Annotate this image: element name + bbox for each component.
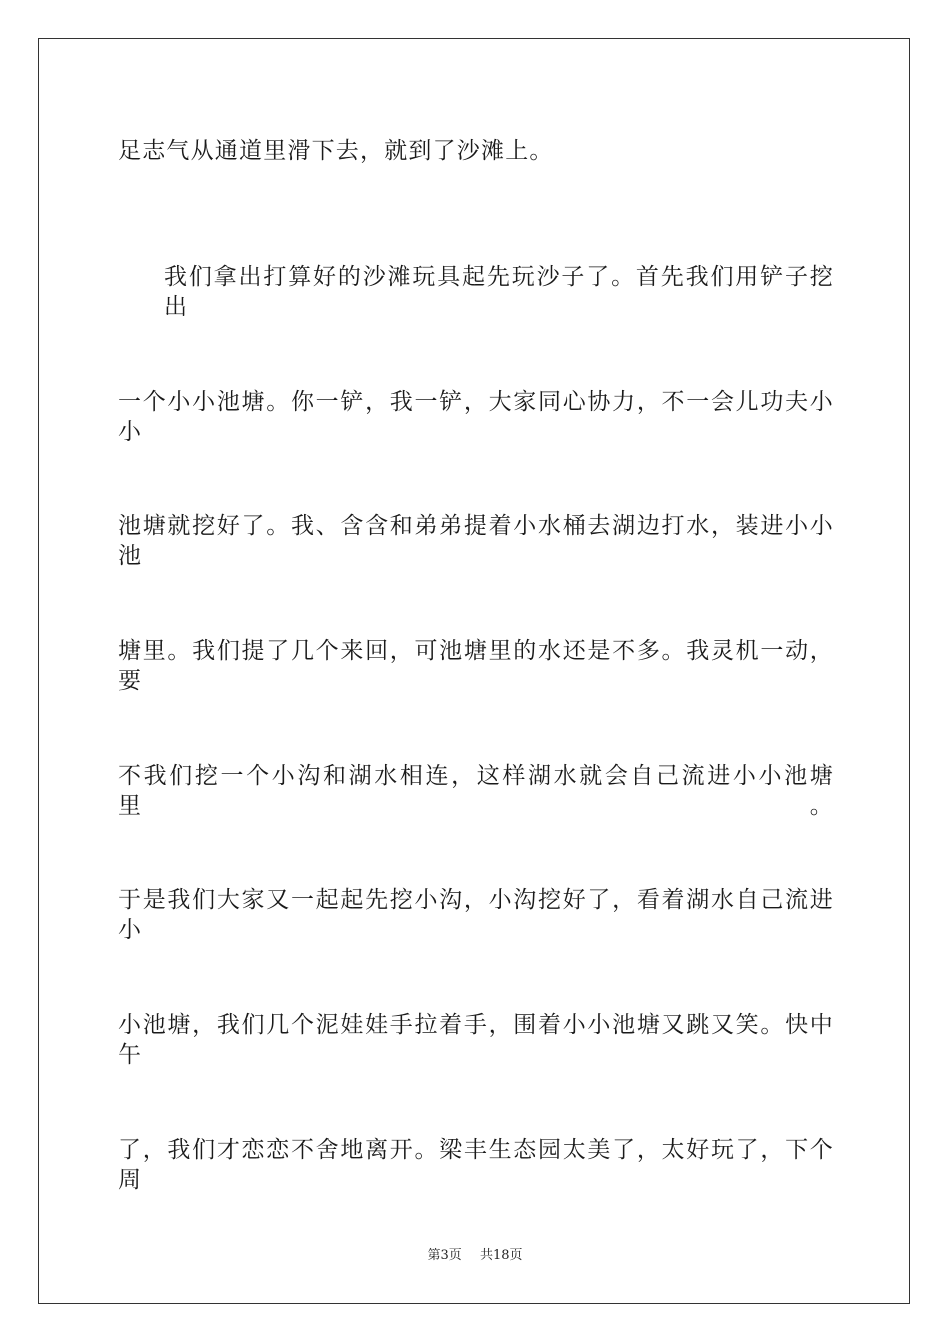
text-line-8: 小池塘，我们几个泥娃娃手拉着手，围着小小池塘又跳又笑。快中午 — [118, 1012, 834, 1068]
text-line-2: 我们拿出打算好的沙滩玩具起先玩沙子了。首先我们用铲子挖出 — [164, 264, 834, 320]
page-number-current: 第3页 — [427, 1248, 462, 1263]
text-line-6: 不我们挖一个小沟和湖水相连，这样湖水就会自己流进小小池塘里。 — [118, 763, 834, 819]
text-line-9: 了，我们才恋恋不舍地离开。梁丰生态园太美了，太好玩了，下个周 — [118, 1137, 834, 1193]
text-line-1: 足志气从通道里滑下去，就到了沙滩上。 — [118, 138, 554, 164]
text-line-3: 一个小小池塘。你一铲，我一铲，大家同心协力，不一会儿功夫小小 — [118, 389, 834, 445]
page-number-total: 共18页 — [479, 1248, 523, 1263]
text-line-4: 池塘就挖好了。我、含含和弟弟提着小水桶去湖边打水，装进小小池 — [118, 513, 834, 569]
page-footer — [0, 1247, 950, 1265]
text-line-5: 塘里。我们提了几个来回，可池塘里的水还是不多。我灵机一动，要 — [118, 638, 834, 694]
text-line-7: 于是我们大家又一起起先挖小沟，小沟挖好了，看着湖水自己流进小 — [118, 887, 834, 943]
